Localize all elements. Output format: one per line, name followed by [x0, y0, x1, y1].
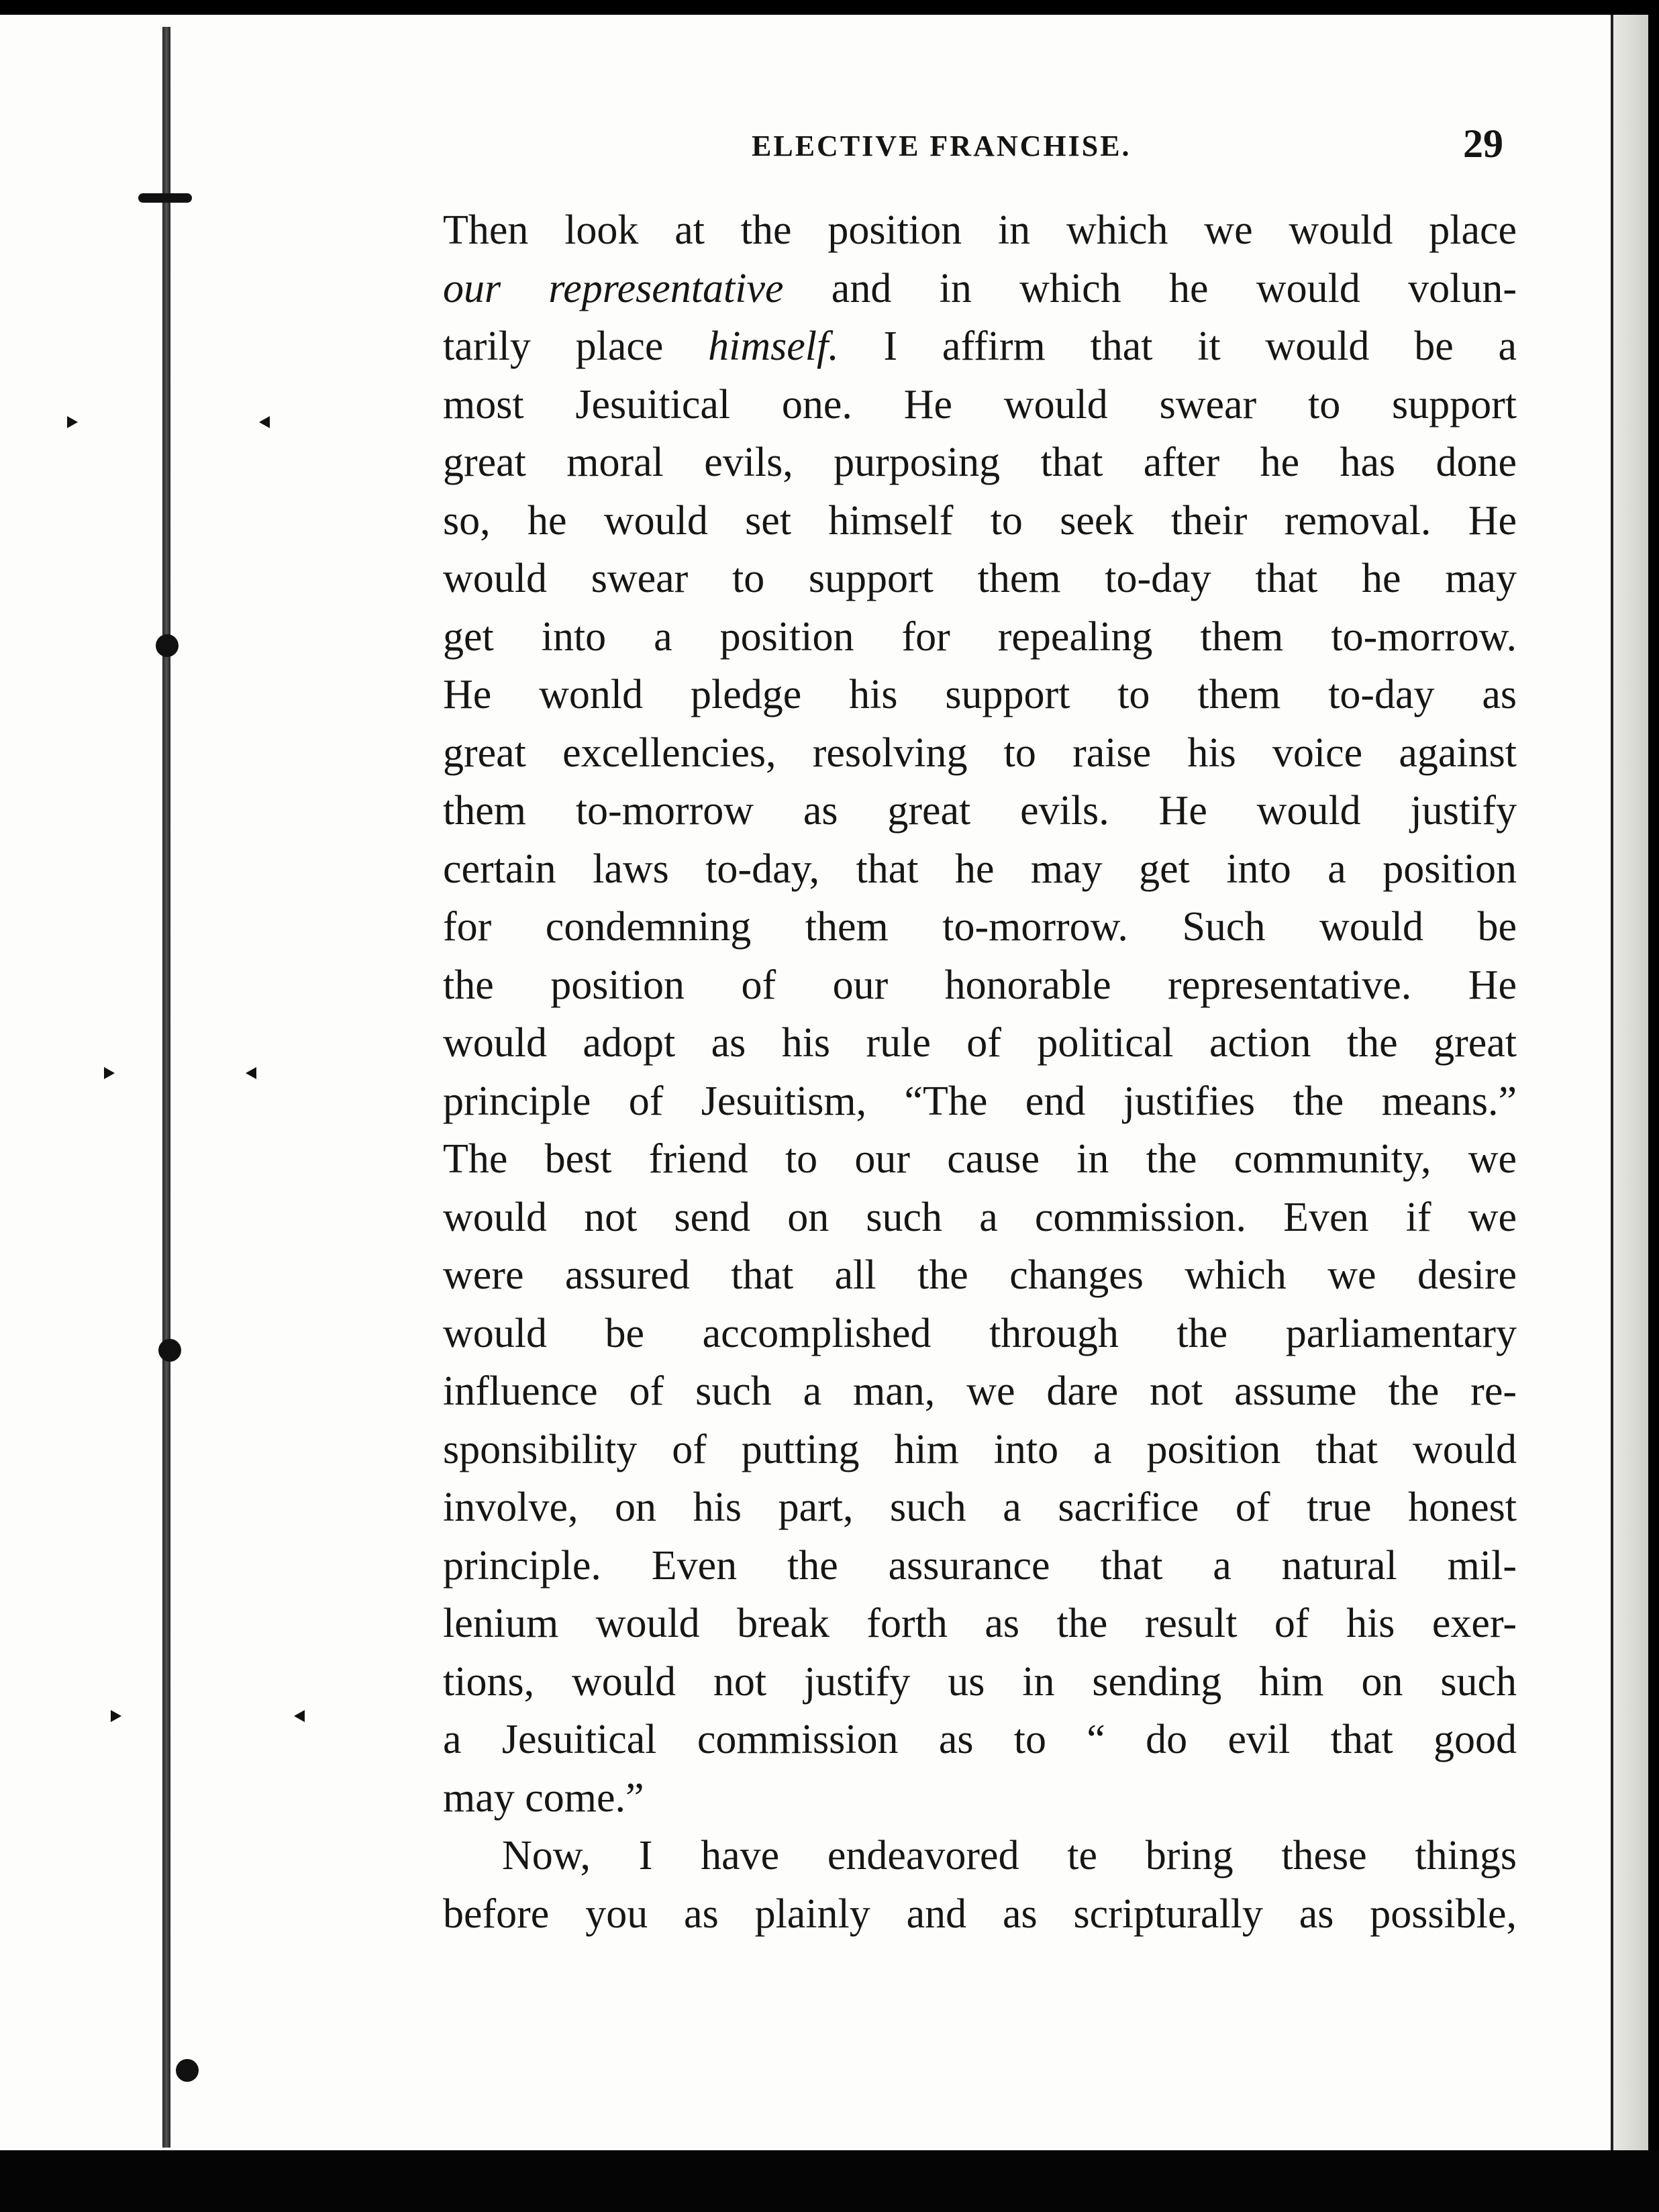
text-run: were assured that all the changes which we desire [443, 1252, 1517, 1298]
text-run: so, he would set himself to seek their removal. He [443, 497, 1517, 544]
text-line [443, 1305, 1517, 1363]
text-run: great excellencies, resolving to raise his voice against [443, 730, 1517, 776]
text-line [443, 201, 1517, 260]
body-text [443, 201, 1517, 1943]
text-run: the position of our honorable representative. He [443, 962, 1517, 1008]
text-line [443, 666, 1517, 724]
text-run: before you as plainly and as scripturally as possible, [443, 1891, 1517, 1937]
text-line [443, 434, 1517, 492]
text-run: get into a position for repealing them to-morrow. [443, 613, 1517, 660]
text-line [443, 1885, 1517, 1944]
text-line [443, 956, 1517, 1015]
text-run: tions, would not justify us in sending him on such [443, 1658, 1517, 1705]
text-run: would swear to support them to-day that he may [443, 556, 1517, 601]
text-line [443, 260, 1517, 318]
text-run: influence of such a man, we dare not assume the re- [443, 1368, 1517, 1414]
binding-stitch [156, 634, 179, 657]
text-run: I affirm that it would be a [838, 323, 1517, 369]
italic-text: our representative [443, 265, 784, 311]
text-line [443, 1072, 1517, 1131]
text-run: The best friend to our cause in the community, we [443, 1136, 1517, 1182]
italic-text: himself. [708, 323, 839, 369]
binding-thread [162, 27, 170, 2148]
registration-mark [104, 1067, 115, 1079]
text-line [443, 1711, 1517, 1769]
text-line [443, 1653, 1517, 1711]
text-line [443, 1014, 1517, 1072]
text-line [443, 1130, 1517, 1189]
text-line [443, 782, 1517, 840]
text-line [443, 317, 1517, 376]
running-head: ELECTIVE FRANCHISE. [752, 130, 1132, 162]
text-line [443, 1421, 1517, 1479]
text-line [443, 1362, 1517, 1421]
text-run: may come.” [443, 1774, 644, 1821]
text-run: a Jesuitical commission as to “ do evil that good [443, 1717, 1517, 1762]
text-line [443, 492, 1517, 550]
text-line [443, 898, 1517, 956]
text-line [443, 1595, 1517, 1653]
page-number: 29 [1463, 121, 1503, 166]
text-line [443, 1827, 1517, 1885]
text-line [443, 1189, 1517, 1247]
text-run: would adopt as his rule of political action the great [443, 1020, 1517, 1066]
binding-stitch [138, 193, 192, 203]
text-line [443, 1246, 1517, 1305]
paragraph [443, 201, 1517, 1827]
text-run: them to-morrow as great evils. He would justify [443, 788, 1517, 834]
text-line [443, 550, 1517, 608]
text-run: principle. Even the assurance that a natural mil- [443, 1542, 1517, 1589]
text-line [443, 1769, 1517, 1827]
text-run: would be accomplished through the parliamentary [443, 1310, 1517, 1356]
binding-stitch [158, 1339, 181, 1362]
text-line [443, 840, 1517, 899]
text-run: for condemning them to-morrow. Such would be [443, 904, 1517, 950]
text-line [443, 1537, 1517, 1595]
text-run: tarily place [443, 323, 709, 369]
text-line [443, 608, 1517, 666]
text-run: Now, I have endeavored te bring these things [502, 1833, 1517, 1878]
text-run: and in which he would volun- [783, 265, 1517, 311]
page-header [443, 121, 1503, 174]
text-line [443, 1478, 1517, 1537]
text-run: involve, on his part, such a sacrifice of true honest [443, 1485, 1517, 1530]
binding-stitch [176, 2059, 199, 2082]
text-run: great moral evils, purposing that after he has done [443, 440, 1517, 485]
text-run: would not send on such a commission. Even if we [443, 1194, 1517, 1240]
page-edge [1611, 15, 1648, 2150]
registration-mark [67, 416, 78, 428]
paragraph [443, 1827, 1517, 1943]
registration-mark [294, 1710, 305, 1722]
text-run: certain laws to-day, that he may get into a position [443, 846, 1517, 892]
text-run: lenium would break forth as the result of his exer- [443, 1601, 1517, 1646]
text-run: Then look at the position in which we would place [443, 207, 1517, 253]
text-run: most Jesuitical one. He would swear to support [443, 381, 1517, 428]
text-line [443, 724, 1517, 783]
registration-mark [111, 1710, 121, 1722]
registration-mark [259, 416, 270, 428]
scan-border [0, 2150, 1659, 2212]
text-run: sponsibility of putting him into a position that would [443, 1426, 1517, 1472]
text-line [443, 376, 1517, 434]
text-run: principle of Jesuitism, “The end justifies the means.” [443, 1078, 1517, 1124]
registration-mark [246, 1067, 256, 1079]
text-run: He wonld pledge his support to them to-day as [443, 672, 1517, 717]
